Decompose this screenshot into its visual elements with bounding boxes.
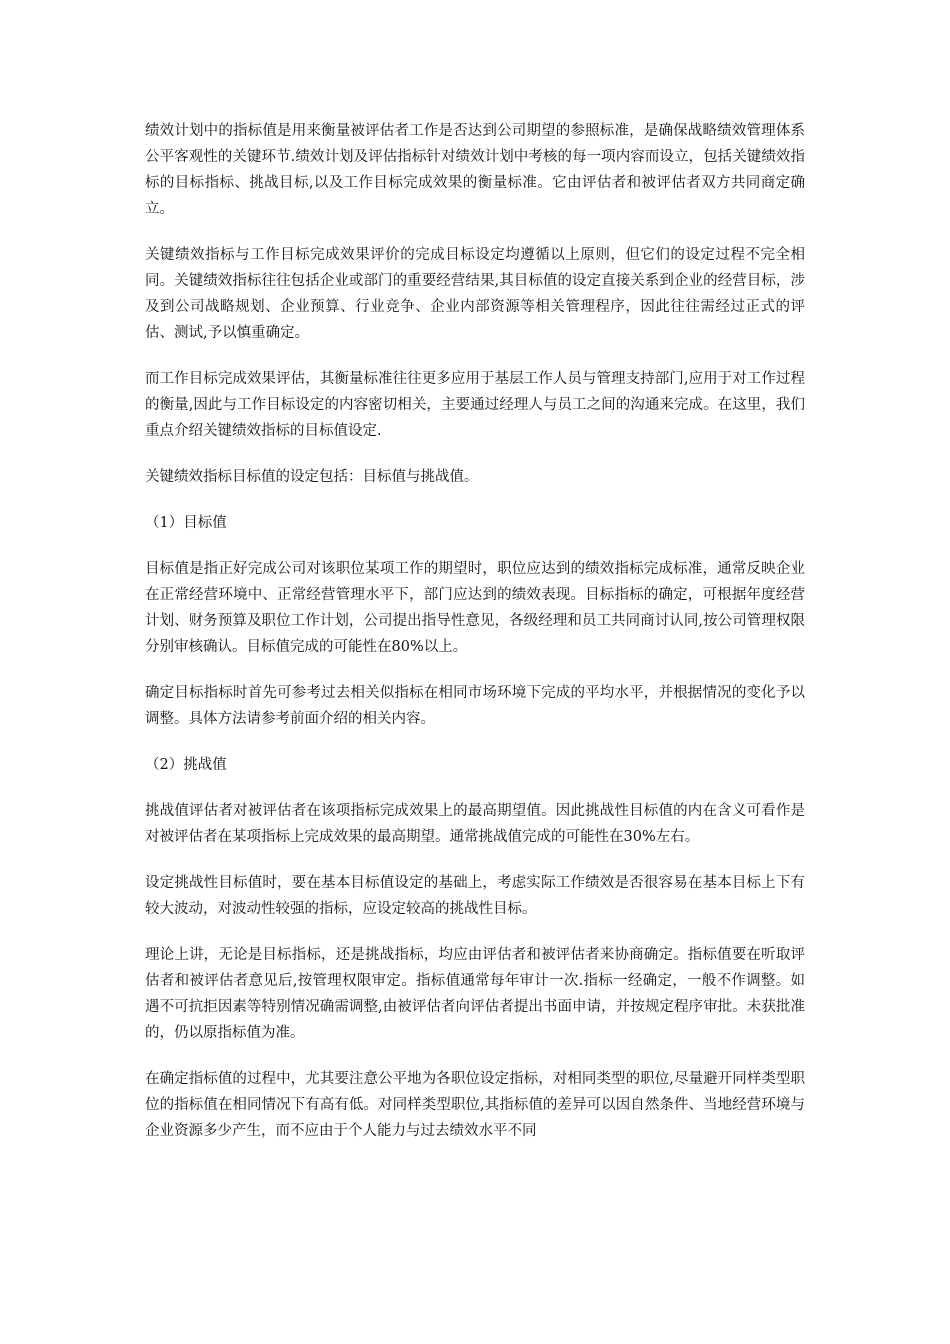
paragraph-target-value-method: 确定目标指标时首先可参考过去相关似指标在相同市场环境下完成的平均水平，并根据情况的变化予以调整。具体方法请参考前面介绍的相关内容。 — [145, 685, 805, 727]
heading-challenge-value: （2）挑战值 — [145, 757, 227, 773]
paragraph-target-value-definition: 目标值是指正好完成公司对该职位某项工作的期望时，职位应达到的绩效指标完成标准，通常反映企业在正常经营环境中、正常经营管理水平下，部门应达到的绩效表现。目标指标的确定，可根据年度经营计划、财务预算及职位工作计划，公司提出指导性意见，各级经理和员工共同商讨认同,按公司管理权限分别审核确认。目标值完成的可能性在80%以上。 — [145, 561, 805, 655]
heading-target-value: （1）目标值 — [145, 515, 227, 531]
paragraph-target-overview: 关键绩效指标目标值的设定包括：目标值与挑战值。 — [145, 469, 479, 485]
paragraph-negotiation: 理论上讲，无论是目标指标，还是挑战指标，均应由评估者和被评估者来协商确定。指标值要在听取评估者和被评估者意见后,按管理权限审定。指标值通常每年审计一次.指标一经确定，一般不作调整。如遇不可抗拒因素等特别情况确需调整,由被评估者向评估者提出书面申请，并按规定程序审批。未获批准的，仍以原指标值为准。 — [145, 947, 805, 1041]
document-body — [145, 118, 805, 1164]
paragraph-challenge-value-definition: 挑战值评估者对被评估者在该项指标完成效果上的最高期望值。因此挑战性目标值的内在含义可看作是对被评估者在某项指标上完成效果的最高期望。通常挑战值完成的可能性在30%左右。 — [145, 803, 805, 845]
paragraph-work-goal-evaluation: 而工作目标完成效果评估，其衡量标准往往更多应用于基层工作人员与管理支持部门,应用于对工作过程的衡量,因此与工作目标设定的内容密切相关，主要通过经理人与员工之间的沟通来完成。在这里，我们重点介绍关键绩效指标的目标值设定. — [145, 371, 805, 439]
paragraph-kpi-setting: 关键绩效指标与工作目标完成效果评价的完成目标设定均遵循以上原则，但它们的设定过程不完全相同。关键绩效指标往往包括企业或部门的重要经营结果,其目标值的设定直接关系到企业的经营目标，涉及到公司战略规划、企业预算、行业竞争、企业内部资源等相关管理程序，因此往往需经过正式的评估、测试,予以慎重确定。 — [145, 247, 805, 341]
paragraph-fairness: 在确定指标值的过程中，尤其要注意公平地为各职位设定指标，对相同类型的职位,尽量避开同样类型职位的指标值在相同情况下有高有低。对同样类型职位,其指标值的差异可以因自然条件、当地经营环境与企业资源多少产生，而不应由于个人能力与过去绩效水平不同 — [145, 1071, 805, 1139]
paragraph-challenge-value-setting: 设定挑战性目标值时，要在基本目标值设定的基础上，考虑实际工作绩效是否很容易在基本目标上下有较大波动，对波动性较强的指标，应设定较高的挑战性目标。 — [145, 875, 805, 917]
paragraph-intro: 绩效计划中的指标值是用来衡量被评估者工作是否达到公司期望的参照标准，是确保战略绩效管理体系公平客观性的关键环节.绩效计划及评估指标针对绩效计划中考核的每一项内容而设立，包括关键绩效指标的目标指标、挑战目标,以及工作目标完成效果的衡量标准。它由评估者和被评估者双方共同商定确立。 — [145, 123, 805, 217]
